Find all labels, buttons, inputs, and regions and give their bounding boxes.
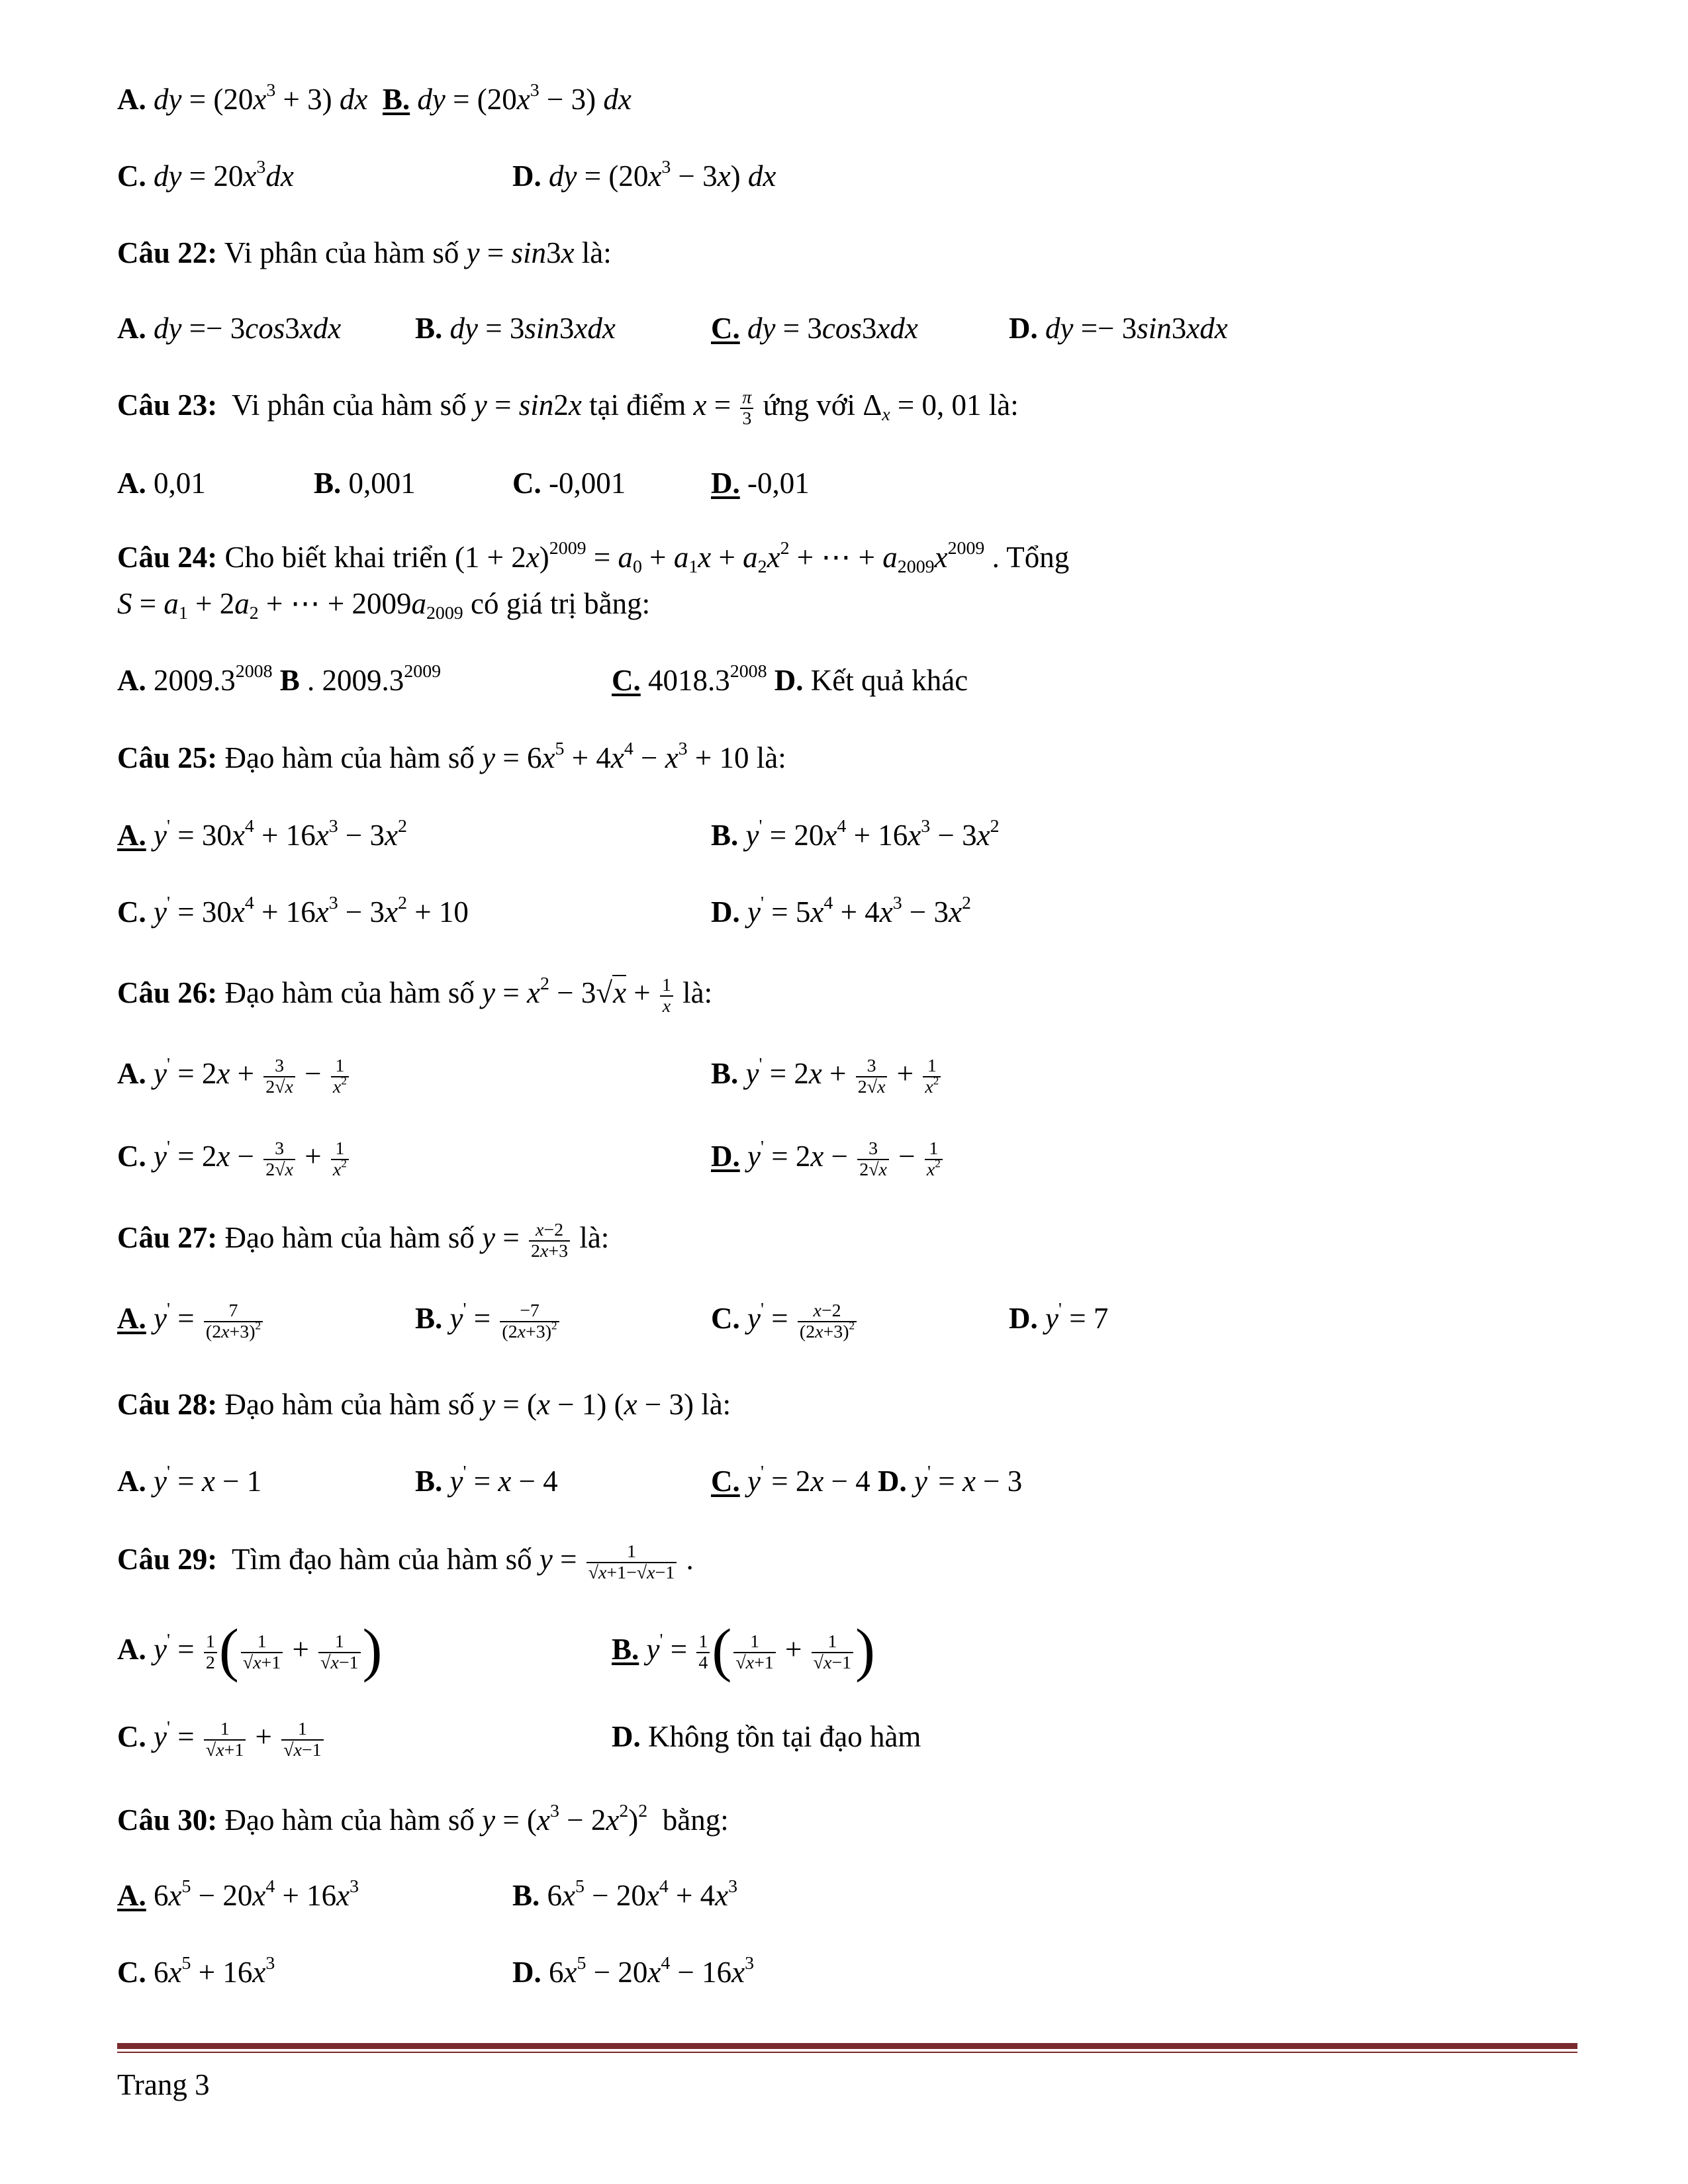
question-22: Câu 22: Vi phân của hàm số y = sin3x là:	[117, 236, 612, 269]
question-25: Câu 25: Đạo hàm của hàm số $y = 6x^5 + 4x^4 - x^3 + 10$ là:	[117, 738, 786, 774]
footer-rule-thin	[117, 2052, 1577, 2053]
question-27: Câu 27: Đạo hàm của hàm số y = $\frac{x-2}{2x+3}$ là:	[117, 1220, 610, 1261]
question-30: Câu 30: Đạo hàm của hàm số $y = (x^3 - 2x^2)^2$ bằng:	[117, 1800, 729, 1837]
question-24: Câu 24: Cho biết khai triển $(1 + 2x)^{2009} = a_0 + a_1x + a_2x^2$ + ⋯ + $a_{2009}x^{2009}$ . Tổng	[117, 537, 1070, 577]
answer-row-21-ab: A. dy = $(20x^3 + 3)$ dx B. dy = $(20x^3 - 3)$ dx	[117, 79, 632, 116]
question-28: Câu 28: Đạo hàm của hàm số y = (x − 1) (x − 3) là:	[117, 1388, 731, 1421]
question-24-line-2: $S = a_1 + 2a_2$ + ⋯ + $2009a_{2009}$ có giá trị bằng:	[117, 587, 651, 623]
question-26: Câu 26: Đạo hàm của hàm số $y = x^2 - 3√x$ + $\frac{1}{x}$ là:	[117, 973, 713, 1017]
question-29: Câu 29: Tìm đạo hàm của hàm số y = $\frac{1}{√x+1-√x-1}$ .	[117, 1541, 694, 1583]
footer-rule	[117, 2043, 1577, 2049]
question-23: Câu 23: Vi phân của hàm số y = sin2x tại điểm x = $\frac{\pi}{3}$ ứng với $\Delta_x = 0$, 01 là:	[117, 387, 1019, 429]
page-number: Trang 3	[117, 2068, 210, 2101]
